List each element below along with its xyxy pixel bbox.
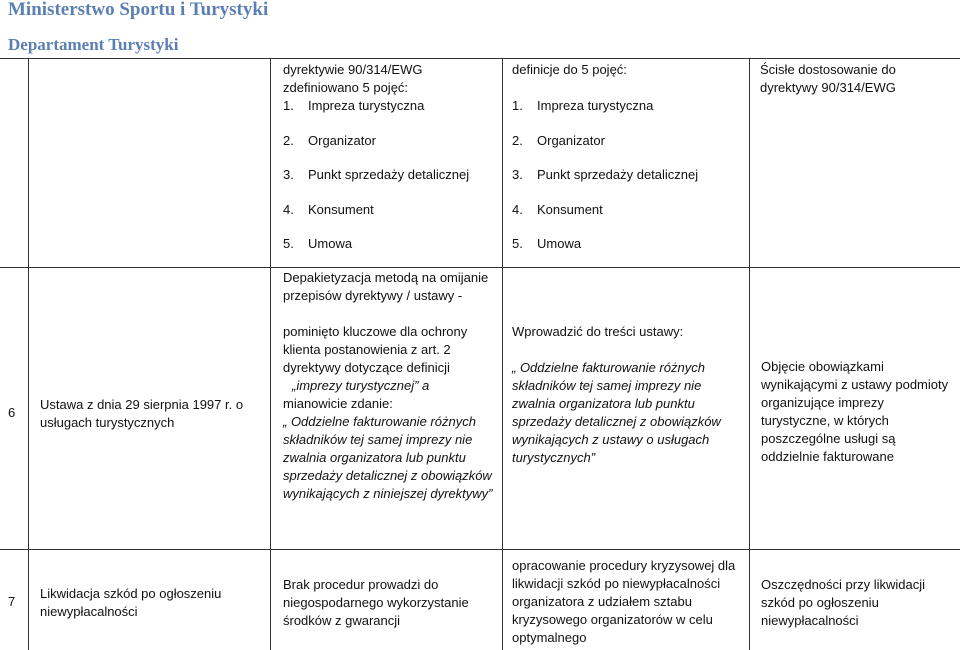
top-col3-list xyxy=(283,97,498,270)
col-divider-1 xyxy=(28,58,29,650)
top-col4-intro: definicje do 5 pojęć: xyxy=(512,62,627,77)
row7-effect: Oszczędności przy likwidacji szkód po ogłoszeniu niewypłacalności xyxy=(761,577,925,628)
top-col4-list xyxy=(512,97,742,270)
top-col3-intro: dyrektywie 90/314/EWG zdefiniowano 5 pojęć: xyxy=(283,62,423,95)
col-divider-2 xyxy=(270,58,271,650)
row6-problem-p1: pominięto kluczowe dla ochrony klienta postanowienia z art. 2 dyrektywy dotyczące definicji xyxy=(283,324,468,375)
row6-number: 6 xyxy=(8,405,16,420)
department-title: Departament Turystyki xyxy=(8,35,179,54)
top-col3-cell xyxy=(283,61,498,270)
row6-problem-p2: „imprezy turystycznej” a xyxy=(292,378,430,393)
row6-problem-heading: Depakietyzacja metodą na omijanie przepisów dyrektywy / ustawy - xyxy=(283,270,489,303)
row7-number: 7 xyxy=(8,594,16,609)
row6-effect: Objęcie obowiązkami wynikającymi z ustawy podmioty organizujące imprezy turystyczne, w których poszczególne usługi są oddzielnie fakturowane xyxy=(761,359,949,464)
list-item: 1. Impreza turystyczna xyxy=(283,98,425,113)
row-divider-middle xyxy=(0,549,960,550)
list-item: 2. Organizator xyxy=(283,132,376,148)
row6-solution-heading: Wprowadzić do treści ustawy: xyxy=(512,324,684,339)
row6-problem xyxy=(283,269,498,503)
list-item: 5. Umowa xyxy=(512,236,582,251)
list-item: 3. Punkt sprzedaży detalicznej xyxy=(283,167,470,182)
list-item: 4. Konsument xyxy=(283,201,374,217)
list-item: 4. Konsument xyxy=(512,201,603,217)
row7-problem: Brak procedur prowadzi do niegospodarnego wykorzystanie środków z gwarancji xyxy=(283,577,469,628)
row7-solution: opracowanie procedury kryzysowej dla likwidacji szkód po niewypłacalności organizatora z udziałem sztabu kryzysowego organizatorów w celu optymalnego xyxy=(512,558,736,645)
row6-problem-p3: mianowicie zdanie: xyxy=(283,396,393,411)
col-divider-4 xyxy=(749,58,750,650)
row6-solution-text: „ Oddzielne fakturowanie różnych składników tej samej imprezy nie zwalnia organizatora lub punktu sprzedaży detalicznej z obowiązków wynikających z ustawy o usługach turystycznych” xyxy=(512,360,721,465)
row6-solution xyxy=(512,323,737,467)
list-item: 1. Impreza turystyczna xyxy=(512,98,654,113)
list-item: 2. Organizator xyxy=(512,132,605,148)
list-item: 3. Punkt sprzedaży detalicznej xyxy=(512,167,699,182)
row6-act: Ustawa z dnia 29 sierpnia 1997 r. o usługach turystycznych xyxy=(40,397,244,430)
row6-problem-p4: „ Oddzielne fakturowanie różnych składników tej samej imprezy nie zwalnia organizatora lub punktu sprzedaży detalicznej z obowiązków wynikających z niniejszej dyrektywy” xyxy=(283,414,493,501)
list-item: 5. Umowa xyxy=(283,236,353,251)
ministry-title: Ministerstwo Sportu i Turystyki xyxy=(8,0,269,20)
table-top-border xyxy=(0,58,960,59)
top-col4-cell xyxy=(512,61,742,270)
row7-act: Likwidacja szkód po ogłoszeniu niewypłacalności xyxy=(40,586,222,619)
top-col5-cell: Ścisłe dostosowanie do dyrektywy 90/314/EWG xyxy=(760,62,896,95)
col-divider-3 xyxy=(502,58,503,650)
